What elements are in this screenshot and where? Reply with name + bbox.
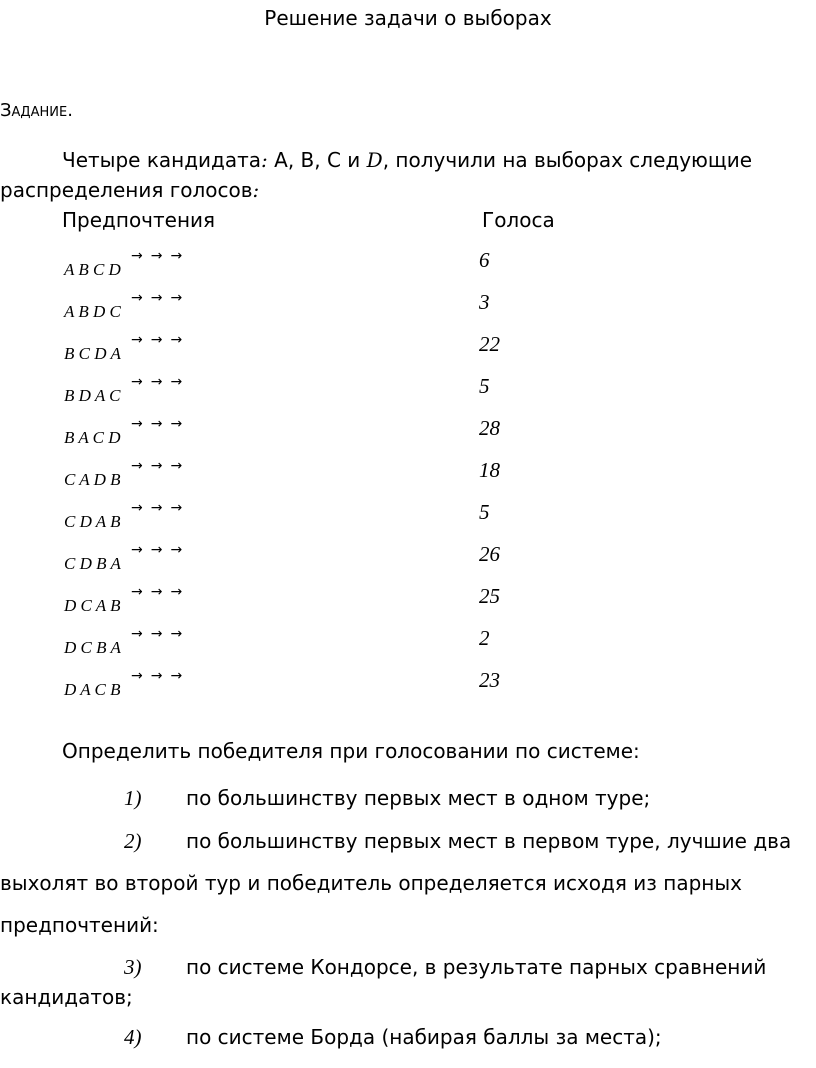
intro-part3: , получили на выборах следующие распределения голосов <box>0 148 753 202</box>
item-text-continued: предпочтений: <box>0 913 159 937</box>
item-text: по большинству первых мест в первом туре, лучшие два <box>186 829 792 853</box>
intro-part2: А, В, С и <box>267 148 367 172</box>
vote-count: 5 <box>479 500 490 524</box>
preference-order: A B D C <box>64 302 121 321</box>
item-number: 4) <box>124 1025 142 1049</box>
preference-row <box>0 248 816 300</box>
preference-row <box>0 416 816 468</box>
vote-count: 18 <box>479 458 500 482</box>
preference-order: B A C D <box>64 428 121 447</box>
intro-colon1: : <box>261 148 268 172</box>
arrows-icon: →→→ <box>131 332 191 348</box>
preference-order: D A C B <box>64 680 121 699</box>
vote-count: 25 <box>479 584 500 608</box>
intro-d-letter: D <box>366 148 383 172</box>
item-number: 2) <box>124 829 142 853</box>
arrows-icon: →→→ <box>131 374 191 390</box>
votes-column-header: Голоса <box>482 208 555 232</box>
preference-order: A B C D <box>64 260 121 279</box>
vote-count: 23 <box>479 668 500 692</box>
preference-row <box>0 458 816 510</box>
preference-row <box>0 542 816 594</box>
preferences-column-header: Предпочтения <box>62 208 216 232</box>
item-text-continued: кандидатов; <box>0 985 133 1009</box>
arrows-icon: →→→ <box>131 668 191 684</box>
task-intro <box>0 145 790 205</box>
preference-row <box>0 500 816 552</box>
arrows-icon: →→→ <box>131 500 191 516</box>
preference-order: C A D B <box>64 470 121 489</box>
vote-count: 6 <box>479 248 490 272</box>
preference-row <box>0 332 816 384</box>
vote-count: 26 <box>479 542 500 566</box>
arrows-icon: →→→ <box>131 626 191 642</box>
item-text: по системе Борда (набирая баллы за места); <box>186 1025 662 1049</box>
arrows-icon: →→→ <box>131 248 191 264</box>
vote-count: 28 <box>479 416 500 440</box>
vote-count: 2 <box>479 626 490 650</box>
item-text: по системе Кондорсе, в результате парных сравнений <box>186 955 767 979</box>
item-text-continued: выхолят во второй тур и победитель определяется исходя из парных <box>0 871 742 895</box>
preference-row <box>0 584 816 636</box>
arrows-icon: →→→ <box>131 458 191 474</box>
vote-count: 3 <box>479 290 490 314</box>
preference-order: C D B A <box>64 554 121 573</box>
page-title: Решение задачи о выборах <box>264 6 552 30</box>
vote-count: 5 <box>479 374 490 398</box>
preference-order: D C A B <box>64 596 121 615</box>
preference-order: D C B A <box>64 638 121 657</box>
arrows-icon: →→→ <box>131 290 191 306</box>
task-label: Задание. <box>0 100 73 121</box>
item-text: по большинству первых мест в одном туре; <box>186 786 651 810</box>
preference-row <box>0 374 816 426</box>
item-number: 1) <box>124 786 142 810</box>
preference-order: B D A C <box>64 386 121 405</box>
preference-order: B C D A <box>64 344 121 363</box>
vote-count: 22 <box>479 332 500 356</box>
intro-colon2: : <box>252 178 260 202</box>
arrows-icon: →→→ <box>131 542 191 558</box>
preference-row <box>0 668 816 720</box>
preference-row <box>0 290 816 342</box>
arrows-icon: →→→ <box>131 584 191 600</box>
item-number: 3) <box>124 955 142 979</box>
question-intro: Определить победителя при голосовании по системе: <box>62 739 640 763</box>
arrows-icon: →→→ <box>131 416 191 432</box>
intro-part1: Четыре кандидата <box>62 148 262 172</box>
preference-order: C D A B <box>64 512 121 531</box>
preference-row <box>0 626 816 678</box>
